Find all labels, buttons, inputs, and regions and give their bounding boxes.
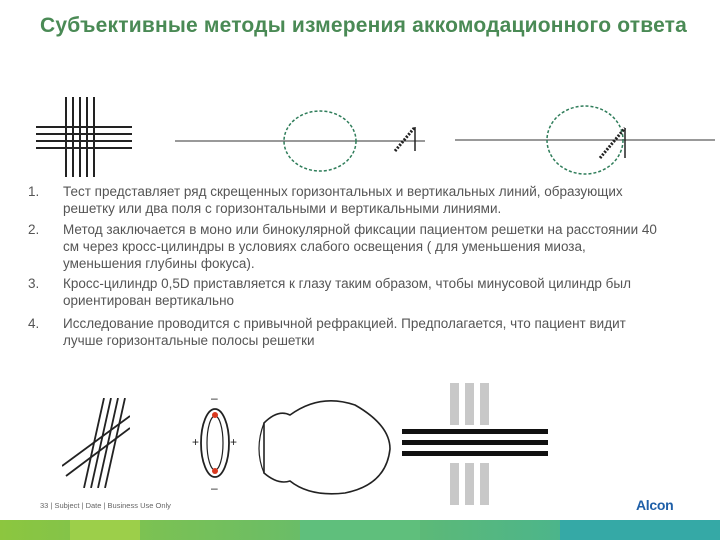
slide-footer: 33 | Subject | Date | Business Use Only — [40, 501, 171, 510]
cross-grid-figure — [36, 97, 132, 177]
list-item — [28, 315, 668, 349]
cross-cylinder-figure — [190, 391, 240, 495]
line-bars-figure — [400, 383, 550, 505]
list-item — [28, 183, 668, 217]
accent-bar-slice-3 — [560, 520, 720, 540]
eye-schematic-figure-1 — [175, 105, 425, 175]
list-text: Кросс-цилиндр 0,5D приставляется к глазу таким образом, чтобы минусовой цилиндр был ориентирован вертикально — [63, 276, 631, 308]
accent-bar-slice-2 — [300, 520, 420, 540]
list-item — [28, 275, 668, 309]
list-number: 1. — [28, 184, 40, 199]
list-text: Исследование проводится с привычной рефракцией. Предполагается, что пациент видит лучше горизонтальные полосы решетки — [63, 316, 626, 348]
diagonal-grid-figure — [62, 398, 130, 488]
method-list — [28, 183, 668, 349]
cross-cylinder-plus-left: + — [192, 435, 200, 449]
accent-bar-slice-1 — [70, 520, 140, 540]
list-number: 2. — [28, 222, 40, 237]
eye-schematic-figure-2 — [455, 100, 715, 175]
cross-cylinder-minus-bottom: – — [211, 481, 218, 495]
list-text: Метод заключается в моно или бинокулярной фиксации пациентом решетки на расстоянии 40 см через кросс-цилиндры в условиях слабого освещения ( для уменьшения миоза, уменьшения глубины фокуса). — [63, 222, 657, 271]
list-number: 3. — [28, 276, 40, 291]
cross-cylinder-minus-top: – — [211, 391, 218, 405]
cross-cylinder-plus-right: + — [230, 435, 238, 449]
slide-title: Субъективные методы измерения аккомодационного ответа — [40, 14, 688, 37]
eye-profile-figure — [250, 385, 400, 500]
list-number: 4. — [28, 316, 40, 331]
alcon-logo: Alcon — [636, 497, 674, 513]
list-item — [28, 221, 668, 272]
list-text: Тест представляет ряд скрещенных горизонтальных и вертикальных линий, образующих решетку или два поля с горизонтальными и вертикальными линиями. — [63, 184, 623, 216]
